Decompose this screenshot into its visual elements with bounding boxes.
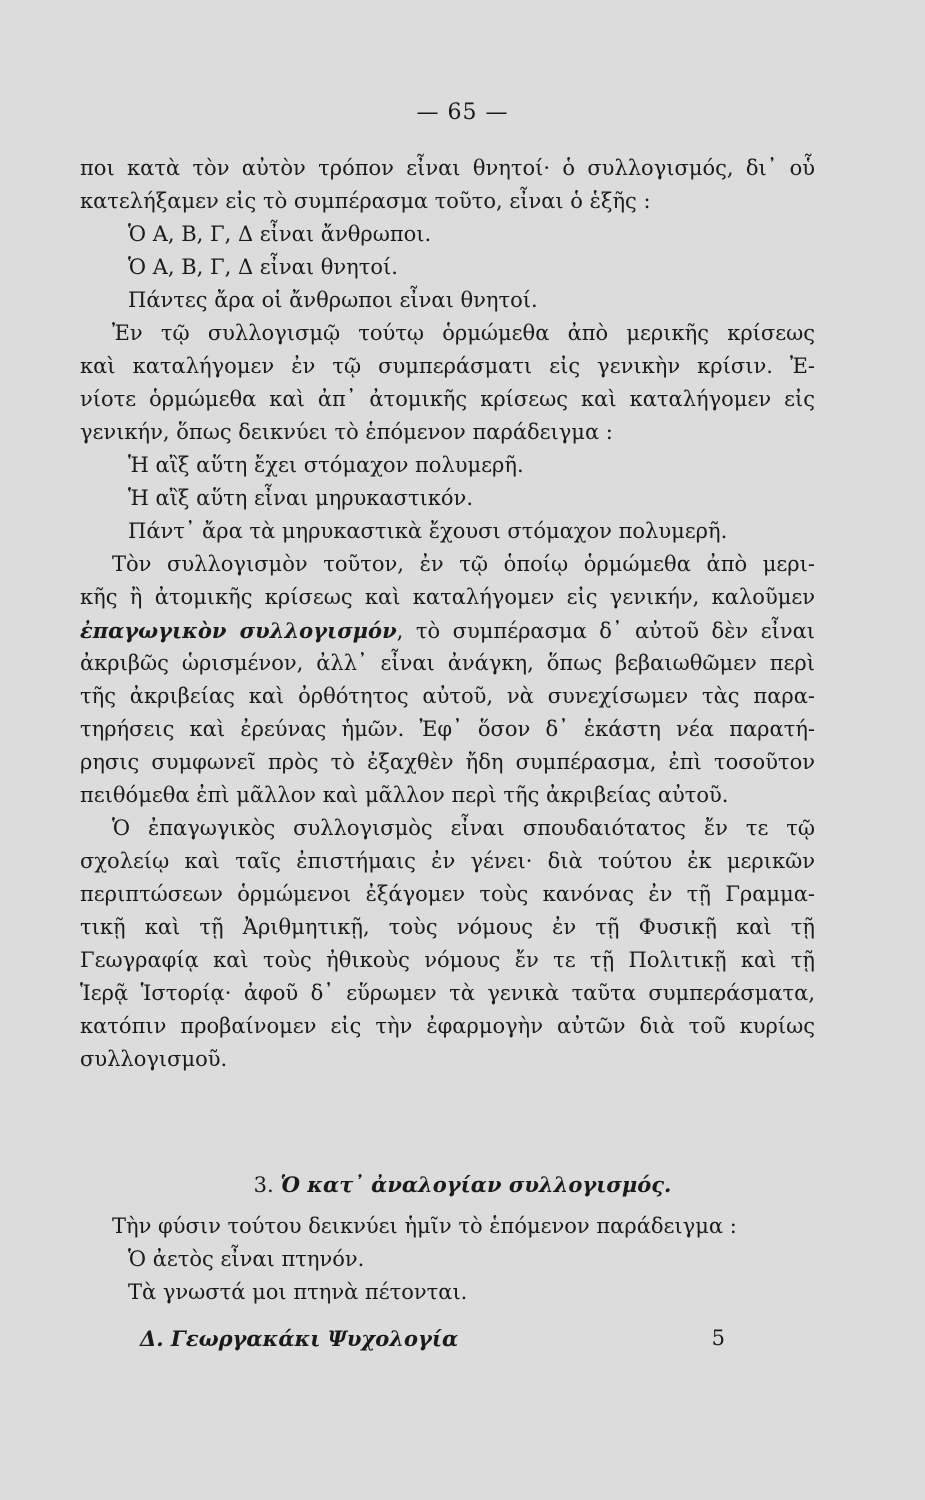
example-line: Πάντ᾽ ἄρα τὰ μηρυκαστικὰ ἔχουσι στόμαχον πολυμερῆ. [128,519,728,543]
section-heading [0,1168,925,1201]
footer-author-title: Δ. Γεωργακάκι Ψυχολογία [140,1326,459,1351]
text-line: κατελήξαμεν εἰς τὸ συμπέρασμα τοῦτο, εἶναι ὁ ἑξῆς : [80,189,651,213]
text-line: σχολείῳ καὶ ταῖς ἐπιστήμαις ἐν γένει· διὰ τούτου ἐκ μερικῶν [80,849,815,873]
text-line: ρησις συμφωνεῖ πρὸς τὸ ἐξαχθὲν ἤδη συμπέρασμα, ἐπὶ τοσοῦτον [80,750,815,774]
text-line: Ἐν τῷ συλλογισμῷ τούτῳ ὁρμώμεθα ἀπὸ μερικῆς κρίσεως [112,321,815,345]
text-line: κῆς ἢ ἀτομικῆς κρίσεως καὶ καταλήγομεν εἰς γενικήν, καλοῦμεν [80,585,815,609]
example-line: Ὁ Α, Β, Γ, Δ εἶναι θνητοί. [128,255,398,279]
text-line: συλλογισμοῦ. [80,1047,228,1071]
text-line: ποι κατὰ τὸν αὐτὸν τρόπον εἶναι θνητοί· ὁ συλλογισμός, δι᾽ οὗ [80,156,815,180]
text-line: τῆς ἀκριβείας καὶ ὀρθότητος αὐτοῦ, νὰ συνεχίσωμεν τὰς παρα- [80,684,815,708]
text-line: Ὁ ἐπαγωγικὸς συλλογισμὸς εἶναι σπουδαιότατος ἔν τε τῷ [112,816,815,840]
example-line: Ἡ αἲξ αὕτη εἶναι μηρυκαστικόν. [128,486,474,510]
example-line: Ὁ Α, Β, Γ, Δ εἶναι ἄνθρωποι. [128,222,432,246]
body-text [80,152,815,1076]
example-line: Ἡ αἲξ αὕτη ἔχει στόμαχον πολυμερῆ. [128,453,524,477]
text-line: τικῇ καὶ τῇ Ἀριθμητικῇ, τοὺς νόμους ἐν τῇ Φυσικῇ καὶ τῇ [80,915,815,939]
text-line-with-term [80,614,815,647]
text-line: ἀκριβῶς ὡρισμένον, ἀλλ᾽ εἶναι ἀνάγκη, ὅπως βεβαιωθῶμεν περὶ [80,651,815,675]
signature-mark: 5 [711,1326,725,1350]
body-text-after-heading [80,1210,815,1309]
text-line: Γεωγραφίᾳ καὶ τοὺς ἠθικοὺς νόμους ἔν τε τῇ Πολιτικῇ καὶ τῇ [80,948,815,972]
section-number: 3. [253,1173,274,1197]
example-line: Πάντες ἄρα οἱ ἄνθρωποι εἶναι θνητοί. [128,288,538,312]
text-span: , τὸ συμπέρασμα δ᾽ αὐτοῦ δὲν εἶναι [396,619,815,643]
term-inductive-syllogism: ἐπαγωγικὸν συλλογισμόν [80,618,397,643]
page-footer [140,1322,725,1355]
example-line: Ὁ ἀετὸς εἶναι πτηνόν. [128,1247,365,1271]
text-line: καὶ καταλήγομεν ἐν τῷ συμπεράσματι εἰς γενικὴν κρίσιν. Ἐ- [80,354,815,378]
page-number: — 65 — [416,100,509,125]
text-line: νίοτε ὁρμώμεθα καὶ ἀπ᾽ ἀτομικῆς κρίσεως καὶ καταλήγομεν εἰς [80,387,815,411]
text-line: Τὴν φύσιν τούτου δεικνύει ἡμῖν τὸ ἑπόμενον παράδειγμα : [112,1214,737,1238]
text-line: τηρήσεις καὶ ἐρεύνας ἡμῶν. Ἐφ᾽ ὅσον δ᾽ ἑκάστη νέα παρατή- [80,717,815,741]
text-line: κατόπιν προβαίνομεν εἰς τὴν ἐφαρμογὴν αὐτῶν διὰ τοῦ κυρίως [80,1014,815,1038]
example-line: Τὰ γνωστά μοι πτηνὰ πέτονται. [128,1280,468,1304]
text-line: πειθόμεθα ἐπὶ μᾶλλον καὶ μᾶλλον περὶ τῆς ἀκριβείας αὐτοῦ. [80,783,729,807]
text-line: περιπτώσεων ὁρμώμενοι ἐξάγομεν τοὺς κανόνας ἐν τῇ Γραμμα- [80,882,815,906]
text-line: Τὸν συλλογισμὸν τοῦτον, ἐν τῷ ὁποίῳ ὁρμώμεθα ἀπὸ μερι- [112,552,815,576]
text-line: γενικήν, ὅπως δεικνύει τὸ ἑπόμενον παράδειγμα : [80,420,613,444]
section-title: Ὁ κατ᾽ ἀναλογίαν συλλογισμός. [280,1172,672,1197]
text-line: Ἱερᾷ Ἱστορίᾳ· ἀφοῦ δ᾽ εὕρωμεν τὰ γενικὰ ταῦτα συμπεράσματα, [80,981,815,1005]
